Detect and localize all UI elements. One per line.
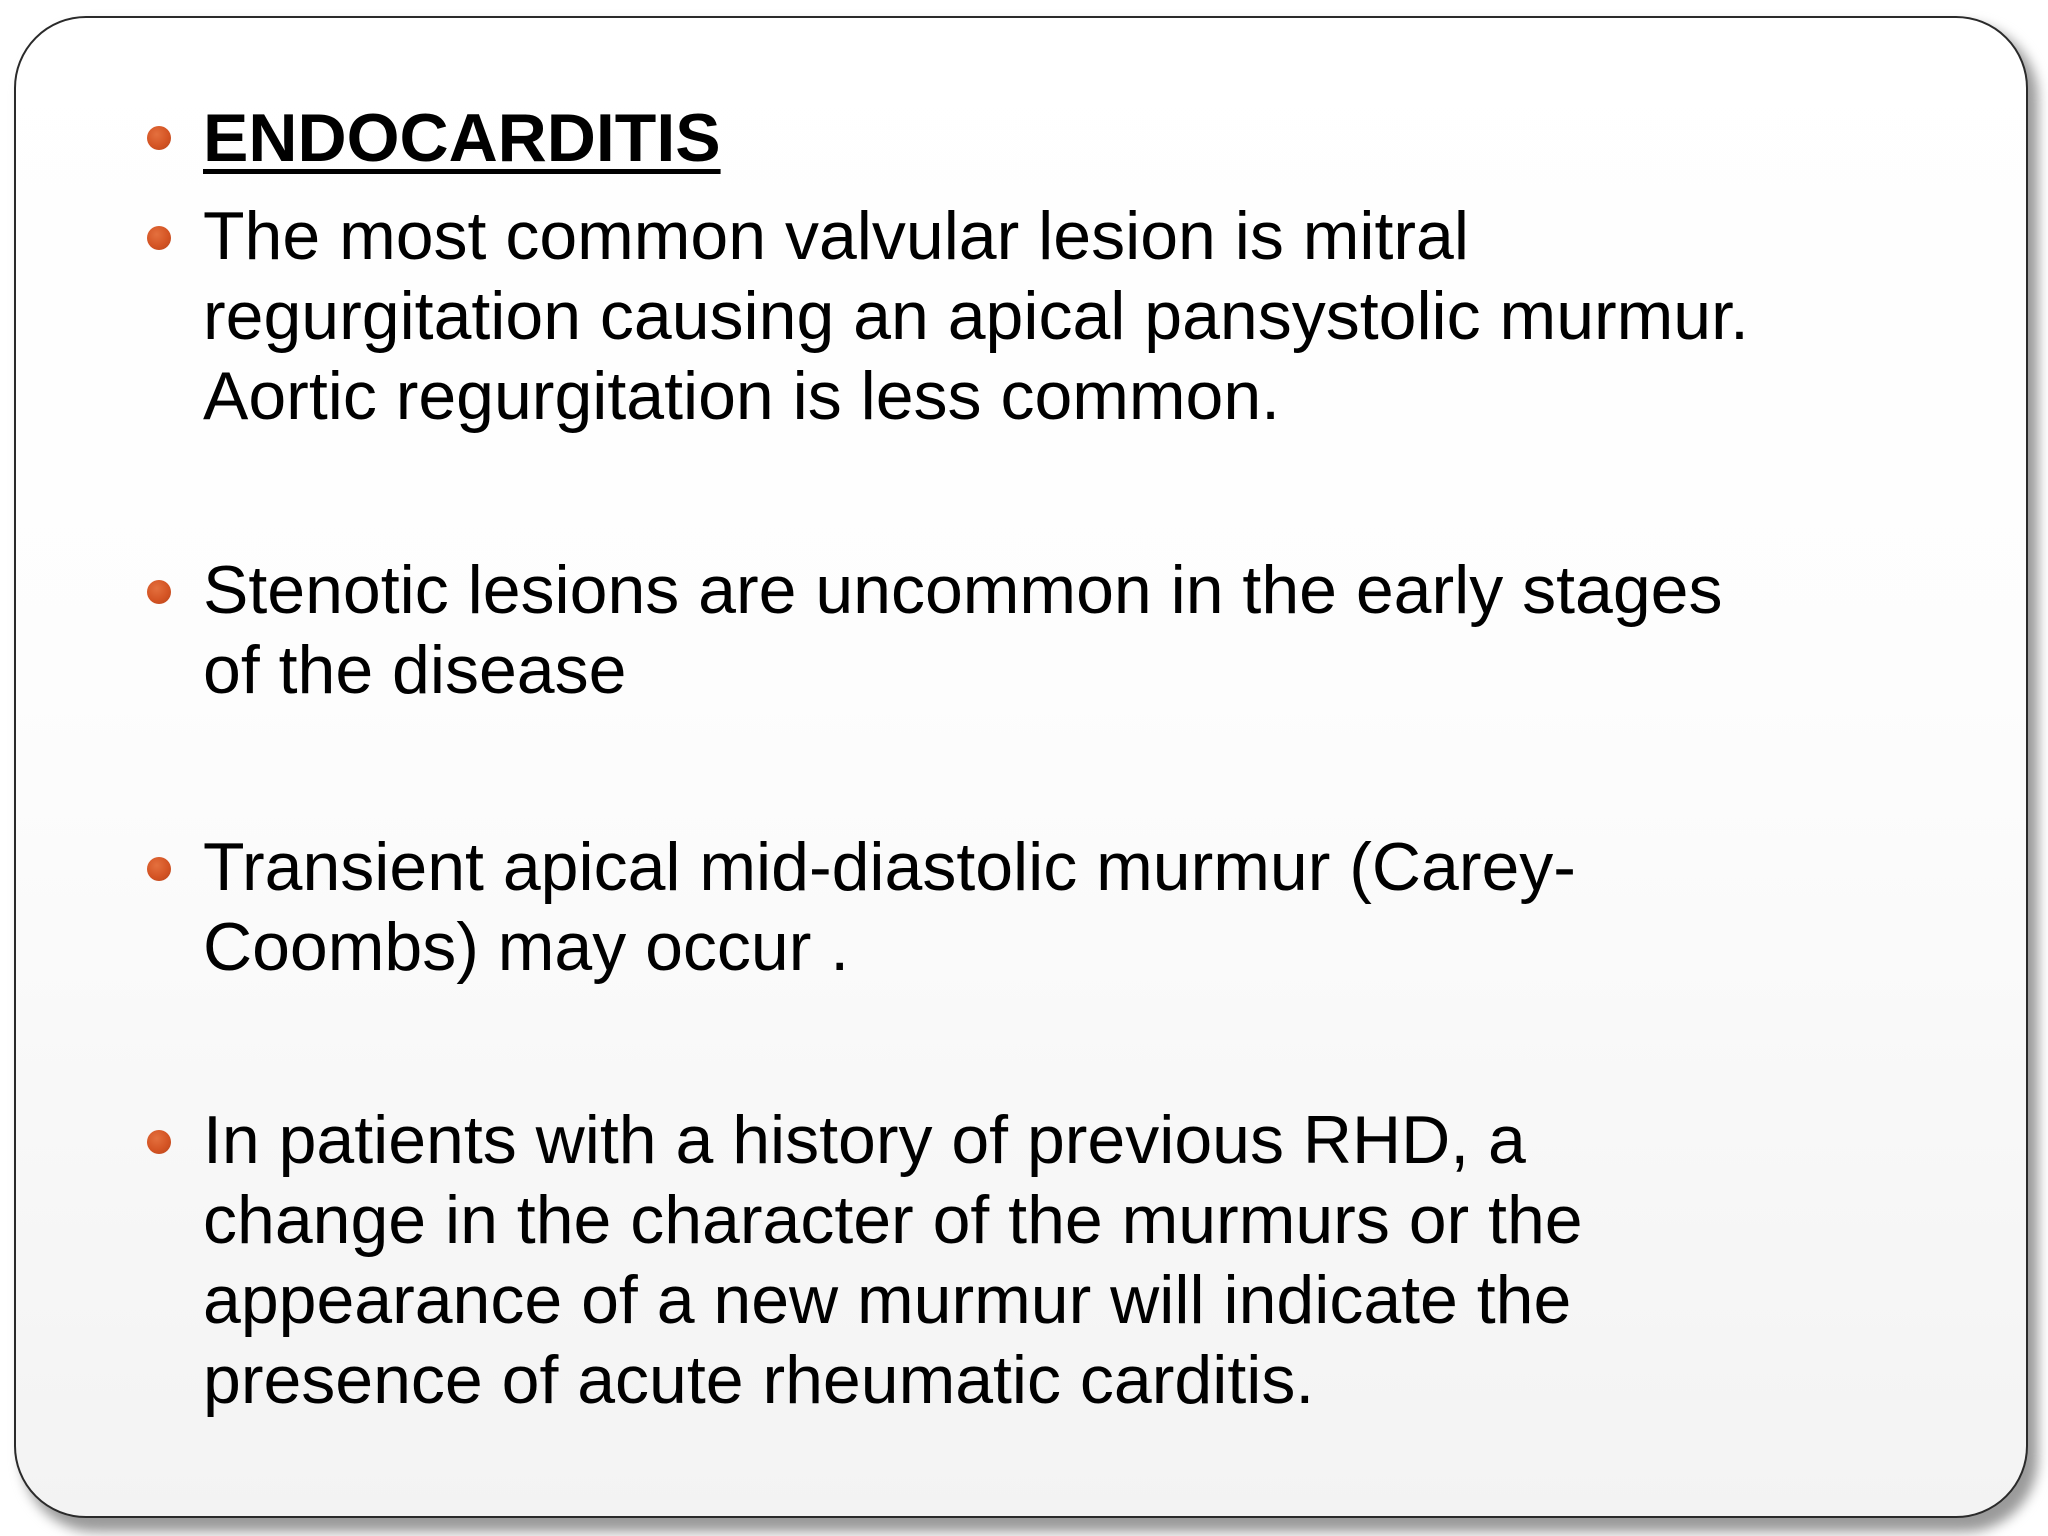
bullet-text-1: The most common valvular lesion is mitral regurgitation causing an apical pansystolic murmur. Aortic regurgitation is less common. <box>203 198 1749 434</box>
slide-frame <box>14 16 2028 1518</box>
bullet-text-2: Stenotic lesions are uncommon in the early stages of the disease <box>203 552 1723 708</box>
bullet-dot-icon <box>147 226 171 250</box>
bullet-dot-icon <box>147 1130 171 1154</box>
slide-content <box>16 18 2026 1516</box>
bullet-dot-icon <box>147 580 171 604</box>
slide-heading: ENDOCARDITIS <box>203 100 721 176</box>
bullet-dot-icon <box>147 126 171 150</box>
bullet-dot-icon <box>147 857 171 881</box>
bullet-text-3: Transient apical mid-diastolic murmur (Carey-Coombs) may occur . <box>203 829 1576 985</box>
bullet-text-4: In patients with a history of previous RHD, a change in the character of the murmurs or the appearance of a new murmur will indicate the presence of acute rheumatic carditis. <box>203 1102 1583 1418</box>
